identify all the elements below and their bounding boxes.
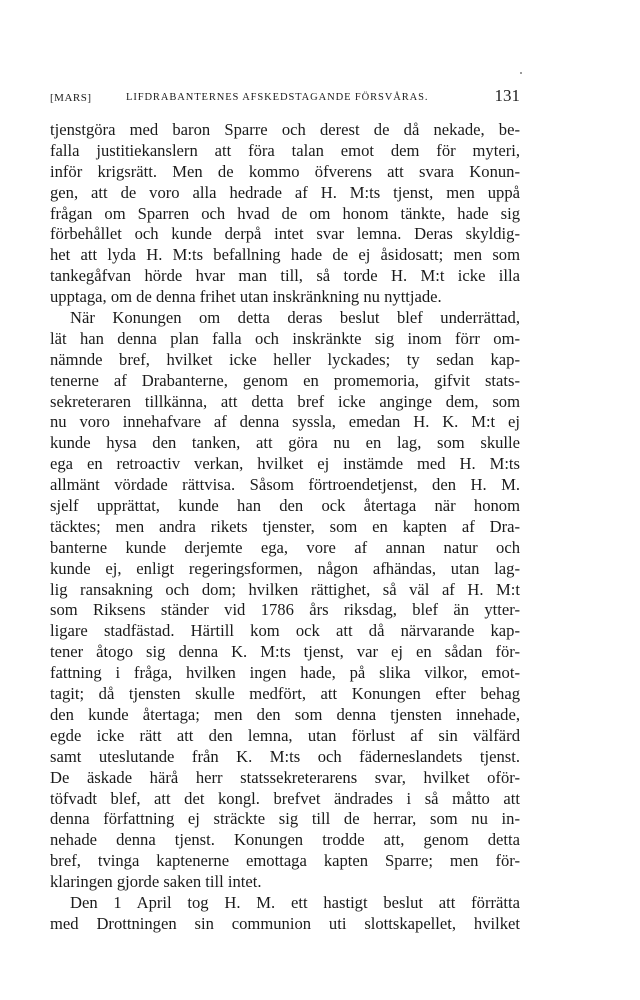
margin-speck [520,72,522,74]
text-line: den kunde återtaga; men den som denna tjensten innehade, [50,704,520,724]
section-marker: [MARS] [50,92,92,104]
running-head [50,86,520,110]
text-line: som Riksens ständer vid 1786 års riksdag, blef än ytter- [50,600,520,620]
text-line: sekreteraren tillkänna, att detta bref icke anginge dem, som [50,391,520,411]
text-line: falla justitiekanslern att föra talan emot dem för myteri, [50,140,520,160]
text-line: Den 1 April tog H. M. ett hastigt beslut att förrätta [70,892,520,912]
text-line: sjelf upprättat, kunde han den ock återtaga när honom [50,496,520,516]
text-line: het att lyda H. M:ts befallning hade de ej åsidosatt; men som [50,245,520,265]
text-line: ega en retroactiv verkan, hvilket ej instämde med H. M:ts [50,454,520,474]
text-line: upptaga, om de denna frihet utan inskränkning nu nyttjade. [50,287,442,307]
text-line: När Konungen om detta deras beslut blef underrättad, [70,308,520,328]
text-line: allmänt vördade rättvisa. Såsom förtroendetjenst, den H. M. [50,475,520,495]
text-line: bref, tvinga kaptenerne emottaga kapten Sparre; men för- [50,851,520,871]
text-line: lät han denna plan falla och inskränkte sig inom förr om- [50,328,520,348]
text-line: täcktes; men andra rikets tjenster, som en kapten af Dra- [50,516,520,536]
text-line: tagit; då tjensten skulle medfört, att Konungen efter behag [50,684,520,704]
text-line: fattning i fråga, hvilken ingen hade, på slika vilkor, emot- [50,663,520,683]
text-line: banterne kunde derjemte ega, vore af annan natur och [50,537,520,557]
text-line: kunde hysa den tanken, att göra nu en lag, som skulle [50,433,520,453]
text-line: kunde ej, enligt regeringsformen, någon afhändas, utan lag- [50,558,520,578]
text-line: egde icke rätt att den lemna, utan förlust af sin välfärd [50,725,520,745]
text-line: gen, att de voro alla hedrade af H. M:ts tjenst, men uppå [50,182,520,202]
text-line: med Drottningen sin communion uti slottskapellet, hvilket [50,913,520,933]
text-line: klaringen gjorde saken till intet. [50,872,262,892]
text-line: De äskade härå herr statssekreterarens svar, hvilket oför- [50,767,520,787]
text-line: tjenstgöra med baron Sparre och derest de då nekade, be- [50,120,520,139]
text-line: tenerne af Drabanterne, genom en promemoria, gifvit stats- [50,370,520,390]
text-line: nu voro innehafvare af denna syssla, emedan H. K. M:t ej [50,412,520,432]
text-line: samt uteslutande från K. M:ts och fäderneslandets tjenst. [50,746,520,766]
running-title: LIFDRABANTERNES AFSKEDSTAGANDE FÖRSVÅRAS. [126,92,429,103]
text-line: nämnde bref, hvilket icke heller lyckades; ty sedan kap- [50,349,520,369]
text-line: förbehållet och kunde derpå intet svar lemna. Deras skyldig- [50,224,520,244]
page-number: 131 [494,86,520,105]
text-line: lig ransakning och dom; hvilken rättighet, så väl af H. M:t [50,579,520,599]
text-line: tankegåfvan hörde hvar man till, så torde H. M:t icke illa [50,266,520,286]
text-line: ligare stadfästad. Härtill kom ock att då närvarande kap- [50,621,520,641]
text-line: inför krigsrätt. Men de kommo öfverens att svara Konun- [50,161,520,181]
text-line: tener åtogo sig denna K. M:ts tjenst, var ej en sådan för- [50,642,520,662]
text-line: frågan om Sparren och hvad de om honom tänkte, hade sig [50,203,520,223]
body-text [50,120,520,935]
text-line: denna författning ej sträckte sig till de herrar, som nu in- [50,809,520,829]
text-line: töfvadt blef, att det kongl. brefvet ändrades i så måtto att [50,788,520,808]
text-line: nehade denna tjenst. Konungen trodde att, genom detta [50,830,520,850]
